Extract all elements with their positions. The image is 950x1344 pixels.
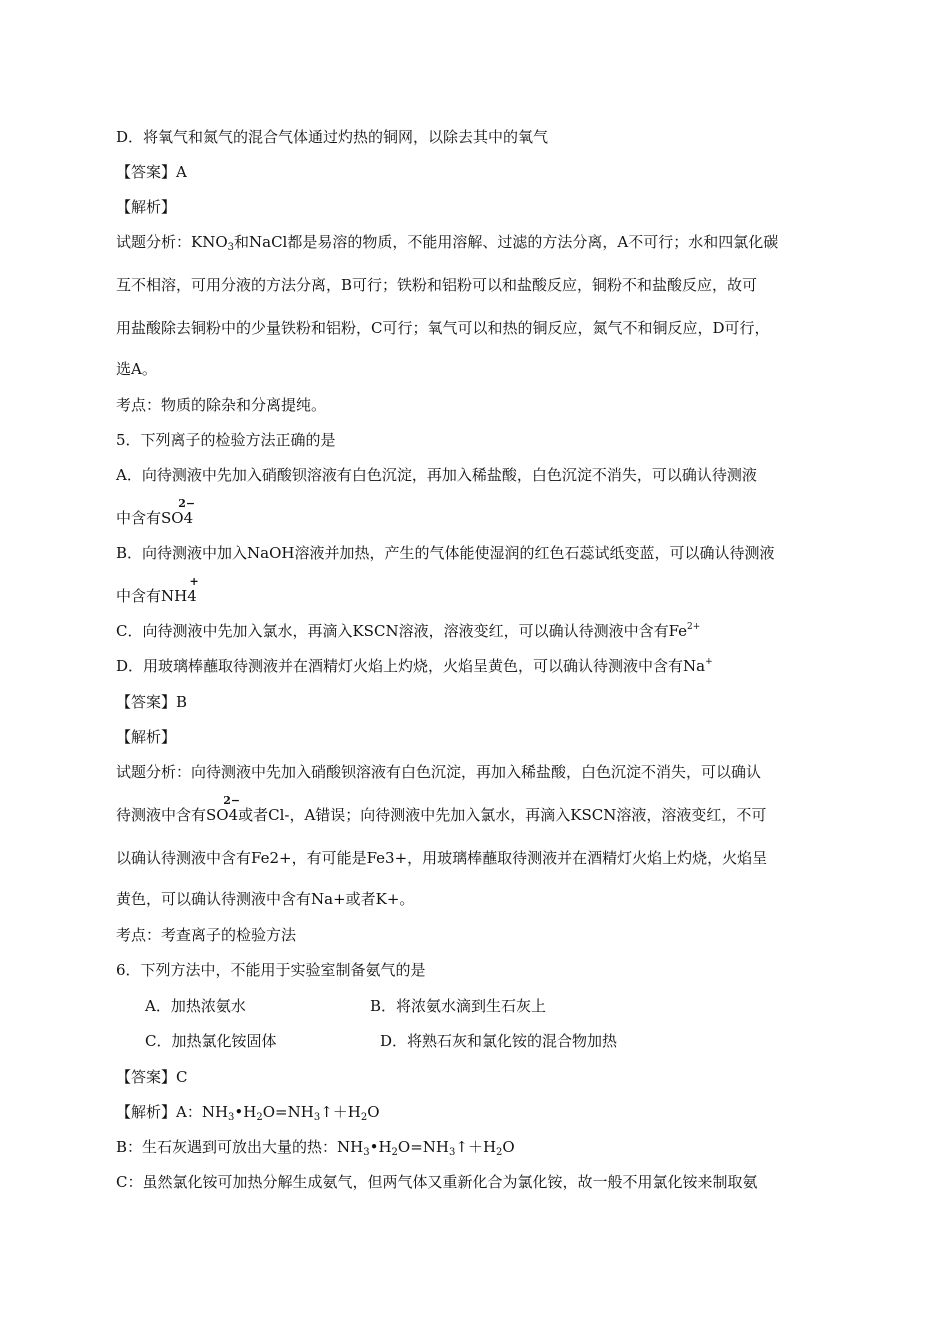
q5-option-a-line-2: 中含有SO4 2−	[116, 497, 196, 527]
q4-analysis-line-4: 选A。	[116, 360, 157, 378]
q5-option-c: C．向待测液中先加入氯水，再滴入KSCN溶液，溶液变红，可以确认待测液中含有$Fe^{2+}$	[116, 622, 701, 640]
q6-option-d: D．将熟石灰和氯化铵的混合物加热	[380, 1032, 618, 1050]
q4-answer: 【答案】A	[116, 163, 187, 181]
q6-answer: 【答案】C	[116, 1068, 188, 1086]
q6-explanation-c: C：虽然氯化铵可加热分解生成氨气，但两气体又重新化合为氯化铵，故一般不用氯化铵来制取氨	[116, 1173, 758, 1191]
q5-analysis-line-1: 试题分析：向待测液中先加入硝酸钡溶液有白色沉淀，再加入稀盐酸，白色沉淀不消失，可以确认	[116, 763, 762, 781]
q5-analysis-line-3: 以确认待测液中含有Fe2+，有可能是Fe3+，用玻璃棒蘸取待测液并在酒精灯火焰上灼烧，火焰呈	[116, 849, 768, 867]
q5-option-d: D．用玻璃棒蘸取待测液并在酒精灯火焰上灼烧，火焰呈黄色，可以确认待测液中含有Na+	[116, 657, 713, 675]
q5-analysis-line-2: 待测液中含有SO4 2− 或者Cl-，A错误；向待测液中先加入氯水，再滴入KSCN溶液，溶液变红，不可	[116, 794, 767, 824]
q5-analysis-line-4: 黄色，可以确认待测液中含有Na+或者K+。	[116, 890, 415, 908]
q5-option-b-line-2: 中含有NH4 +	[116, 575, 199, 605]
q4-key-point: 考点：物质的除杂和分离提纯。	[116, 396, 327, 414]
q5-analysis-heading: 【解析】	[116, 728, 177, 746]
q6-option-a: A．加热浓氨水	[145, 997, 246, 1015]
q5-option-a-line-1: A．向待测液中先加入硝酸钡溶液有白色沉淀，再加入稀盐酸，白色沉淀不消失，可以确认待测液	[116, 466, 757, 484]
q5-title: 5．下列离子的检验方法正确的是	[116, 431, 336, 449]
q6-option-b: B．将浓氨水滴到生石灰上	[370, 997, 547, 1015]
q5-option-b-line-1: B．向待测液中加入NaOH溶液并加热，产生的气体能使湿润的红色石蕊试纸变蓝，可以确认待测液	[116, 544, 775, 562]
q5-key-point: 考点：考查离子的检验方法	[116, 926, 297, 944]
q6-explanation-b: B：生石灰遇到可放出大量的热：$NH_3•H_2O=NH_3↑+H_2O$	[116, 1138, 515, 1158]
q4-analysis-heading: 【解析】	[116, 198, 177, 216]
q4-analysis-line-3: 用盐酸除去铜粉中的少量铁粉和铝粉，C可行；氧气可以和热的铜反应，氮气不和铜反应，D可行，	[116, 319, 770, 337]
sulfate-ion: 4 2−	[223, 794, 241, 824]
sulfate-ion: 4 2−	[178, 497, 196, 527]
q4-analysis-line-2: 互不相溶，可用分液的方法分离，B可行；铁粉和铝粉可以和盐酸反应，铜粉不和盐酸反应，故可	[116, 276, 758, 294]
q5-answer: 【答案】B	[116, 693, 188, 711]
q4-option-d: D．将氧气和氮气的混合气体通过灼热的铜网，以除去其中的氧气	[116, 128, 549, 146]
q6-option-c: C．加热氯化铵固体	[145, 1032, 277, 1050]
q6-title: 6．下列方法中，不能用于实验室制备氨气的是	[116, 961, 426, 979]
q6-explanation-a: 【解析】A：$NH_3•H_2O=NH_3↑+H_2O$	[116, 1103, 380, 1123]
q4-analysis-line-1: 试题分析：$KNO_3$和NaCl都是易溶的物质，不能用溶解、过滤的方法分离，A不可行；水和四氯化碳	[116, 233, 779, 253]
ammonium-ion: 4 +	[187, 575, 199, 605]
